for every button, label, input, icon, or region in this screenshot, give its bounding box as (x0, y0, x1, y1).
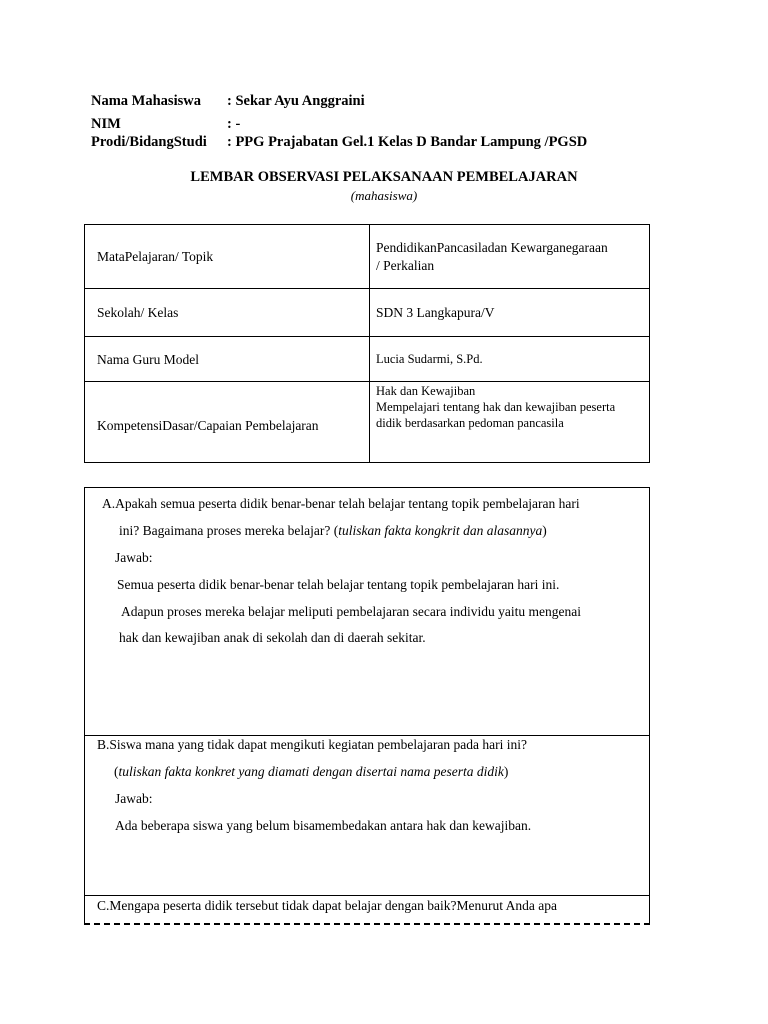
question-a-answer-line: Adapun proses mereka belajar meliputi pembelajaran secara individu yaitu mengenai (121, 604, 581, 619)
question-divider (85, 735, 649, 736)
table-column-divider (369, 225, 370, 462)
question-a-suffix: ) (542, 523, 547, 538)
question-a-answer-line: hak dan kewajiban anak di sekolah dan di daerah sekitar. (119, 630, 426, 645)
question-a-instruction: tuliskan fakta kongkrit dan alasannya (338, 523, 543, 538)
prodi-value: : PPG Prajabatan Gel.1 Kelas D Bandar Lampung /PGSD (227, 134, 588, 150)
question-b-instruction: tuliskan fakta konkret yang diamati dengan disertai nama peserta didik (118, 764, 504, 779)
table-row-divider (85, 336, 649, 337)
table-value-line: PendidikanPancasiladan Kewarganegaraan (376, 240, 608, 255)
question-b-jawab-label: Jawab: (115, 791, 153, 806)
table-row-divider (85, 288, 649, 289)
page-cut-line (84, 923, 650, 925)
table-value-line: Hak dan Kewajiban (376, 384, 476, 398)
question-b-text: B.Siswa mana yang tidak dapat mengikuti kegiatan pembelajaran pada hari ini? (97, 737, 527, 752)
question-a-prefix: ini? Bagaimana proses mereka belajar? ( (119, 523, 339, 538)
table-label-sekolah: Sekolah/ Kelas (97, 305, 179, 320)
nama-mahasiswa-value: : Sekar Ayu Anggraini (227, 93, 365, 109)
document-title: LEMBAR OBSERVASI PELAKSANAAN PEMBELAJARAN (190, 169, 578, 185)
table-value-guru-model: Lucia Sudarmi, S.Pd. (376, 352, 483, 366)
nama-mahasiswa-label: Nama Mahasiswa (91, 93, 201, 109)
table-value-sekolah: SDN 3 Langkapura/V (376, 305, 495, 320)
table-value-mata-pelajaran (376, 239, 646, 275)
question-b-suffix: ) (503, 764, 509, 779)
table-label-kompetensi: KompetensiDasar/Capaian Pembelajaran (97, 418, 319, 433)
table-value-line: / Perkalian (376, 258, 435, 273)
question-a-jawab-label: Jawab: (115, 550, 153, 565)
table-value-kompetensi (376, 383, 646, 431)
table-row-divider (85, 381, 649, 382)
table-value-line: Mempelajari tentang hak dan kewajiban peserta (376, 400, 616, 414)
document-subtitle: (mahasiswa) (350, 188, 418, 203)
nim-value: : - (227, 116, 241, 132)
question-c-text: C.Mengapa peserta didik tersebut tidak dapat belajar dengan baik?Menurut Anda apa (97, 898, 557, 913)
question-a-text-line2 (119, 523, 547, 539)
table-label-guru-model: Nama Guru Model (97, 352, 199, 367)
table-label-mata-pelajaran: MataPelajaran/ Topik (97, 249, 214, 264)
nim-label: NIM (91, 116, 121, 132)
question-b-prefix: ( (114, 764, 119, 779)
table-value-line: didik berdasarkan pedoman pancasila (376, 416, 564, 430)
question-divider (85, 895, 649, 896)
question-a-answer-line: Semua peserta didik benar-benar telah belajar tentang topik pembelajaran hari ini. (117, 577, 560, 592)
prodi-label: Prodi/BidangStudi (91, 134, 207, 150)
question-a-text: A.Apakah semua peserta didik benar-benar telah belajar tentang topik pembelajaran hari (102, 496, 580, 511)
question-b-text-line2 (114, 764, 508, 780)
questions-box (84, 487, 650, 925)
question-b-answer: Ada beberapa siswa yang belum bisamembedakan antara hak dan kewajiban. (115, 818, 532, 833)
info-table (84, 224, 650, 463)
